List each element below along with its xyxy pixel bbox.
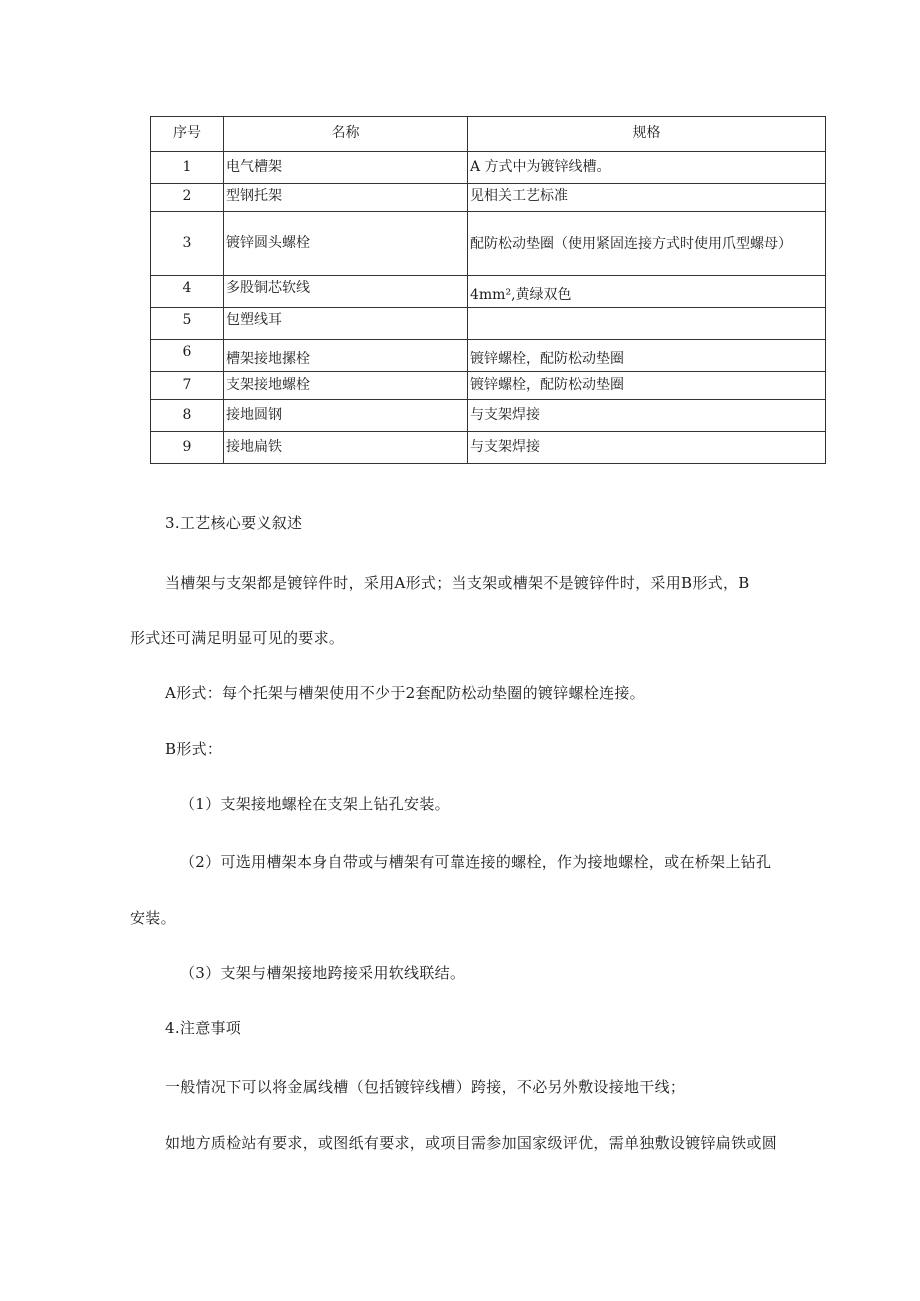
table-row	[151, 212, 826, 276]
row-name: 槽架接地摞栓	[224, 340, 468, 372]
header-name: 名称	[224, 117, 468, 152]
row-spec	[468, 308, 826, 340]
section3-item-2-line-2: 安装。	[130, 909, 176, 927]
table-row	[151, 152, 826, 184]
section3-paragraph-2: A形式：每个托架与槽架使用不少于2套配防松动垫圈的镀锌螺栓连接。	[165, 684, 645, 702]
header-spec: 规格	[468, 117, 826, 152]
row-name: 电气槽架	[224, 152, 468, 184]
row-name: 型钢托架	[224, 184, 468, 212]
section3-item-1: （1）支架接地螺栓在支架上钻孔安装。	[180, 795, 450, 813]
table-row	[151, 276, 826, 308]
row-no: 5	[151, 308, 224, 340]
section3-item-2-line-1: （2）可选用槽架本身自带或与槽架有可靠连接的螺栓，作为接地螺栓，或在桥架上钻孔	[180, 853, 772, 871]
section4-paragraph-1: 一般情况下可以将金属线槽（包括镀锌线槽）跨接，不必另外敷设接地干线；	[165, 1078, 686, 1096]
row-no: 1	[151, 152, 224, 184]
section3-item-3: （3）支架与槽架接地跨接采用软线联结。	[180, 964, 466, 982]
row-no: 9	[151, 432, 224, 464]
section3-paragraph-3: B形式：	[165, 740, 223, 758]
row-spec: 见相关工艺标准	[468, 184, 826, 212]
table-row	[151, 184, 826, 212]
row-name: 镀锌圆头螺栓	[224, 212, 468, 276]
section3-paragraph-1-line-2: 形式还可满足明显可见的要求。	[130, 629, 345, 647]
row-spec: 与支架焊接	[468, 432, 826, 464]
row-no: 2	[151, 184, 224, 212]
materials-table	[150, 116, 826, 464]
section3-paragraph-1-line-1: 当槽架与支架都是镀锌件时，采用A形式；当支架或槽架不是镀锌件时，采用B形式，B	[165, 574, 750, 592]
row-spec: 镀锌螺栓，配防松动垫圈	[468, 372, 826, 400]
table-row	[151, 340, 826, 372]
row-name: 包塑线耳	[224, 308, 468, 340]
row-spec: 配防松动垫圈（使用紧固连接方式时使用爪型螺母）	[468, 212, 826, 276]
section3-heading: 3.工艺核心要义叙述	[165, 514, 303, 532]
row-no: 4	[151, 276, 224, 308]
table-header-row	[151, 117, 826, 152]
row-no: 8	[151, 400, 224, 432]
row-name: 支架接地螺栓	[224, 372, 468, 400]
row-name: 接地圆钢	[224, 400, 468, 432]
row-no: 6	[151, 340, 224, 372]
row-no: 7	[151, 372, 224, 400]
row-spec: A 方式中为镀锌线槽。	[468, 152, 826, 184]
row-name: 多股铜芯软线	[224, 276, 468, 308]
row-no: 3	[151, 212, 224, 276]
section4-paragraph-2: 如地方质检站有要求，或图纸有要求，或项目需参加国家级评优，需单独敷设镀锌扁铁或圆	[165, 1134, 778, 1152]
table-row	[151, 308, 826, 340]
table-row	[151, 372, 826, 400]
header-no: 序号	[151, 117, 224, 152]
section4-heading: 4.注意事项	[165, 1019, 242, 1037]
row-name: 接地扁铁	[224, 432, 468, 464]
table-row	[151, 432, 826, 464]
table-row	[151, 400, 826, 432]
row-spec: 镀锌螺栓，配防松动垫圈	[468, 340, 826, 372]
row-spec: 与支架焊接	[468, 400, 826, 432]
row-spec: 4mm²,黄绿双色	[468, 276, 826, 308]
